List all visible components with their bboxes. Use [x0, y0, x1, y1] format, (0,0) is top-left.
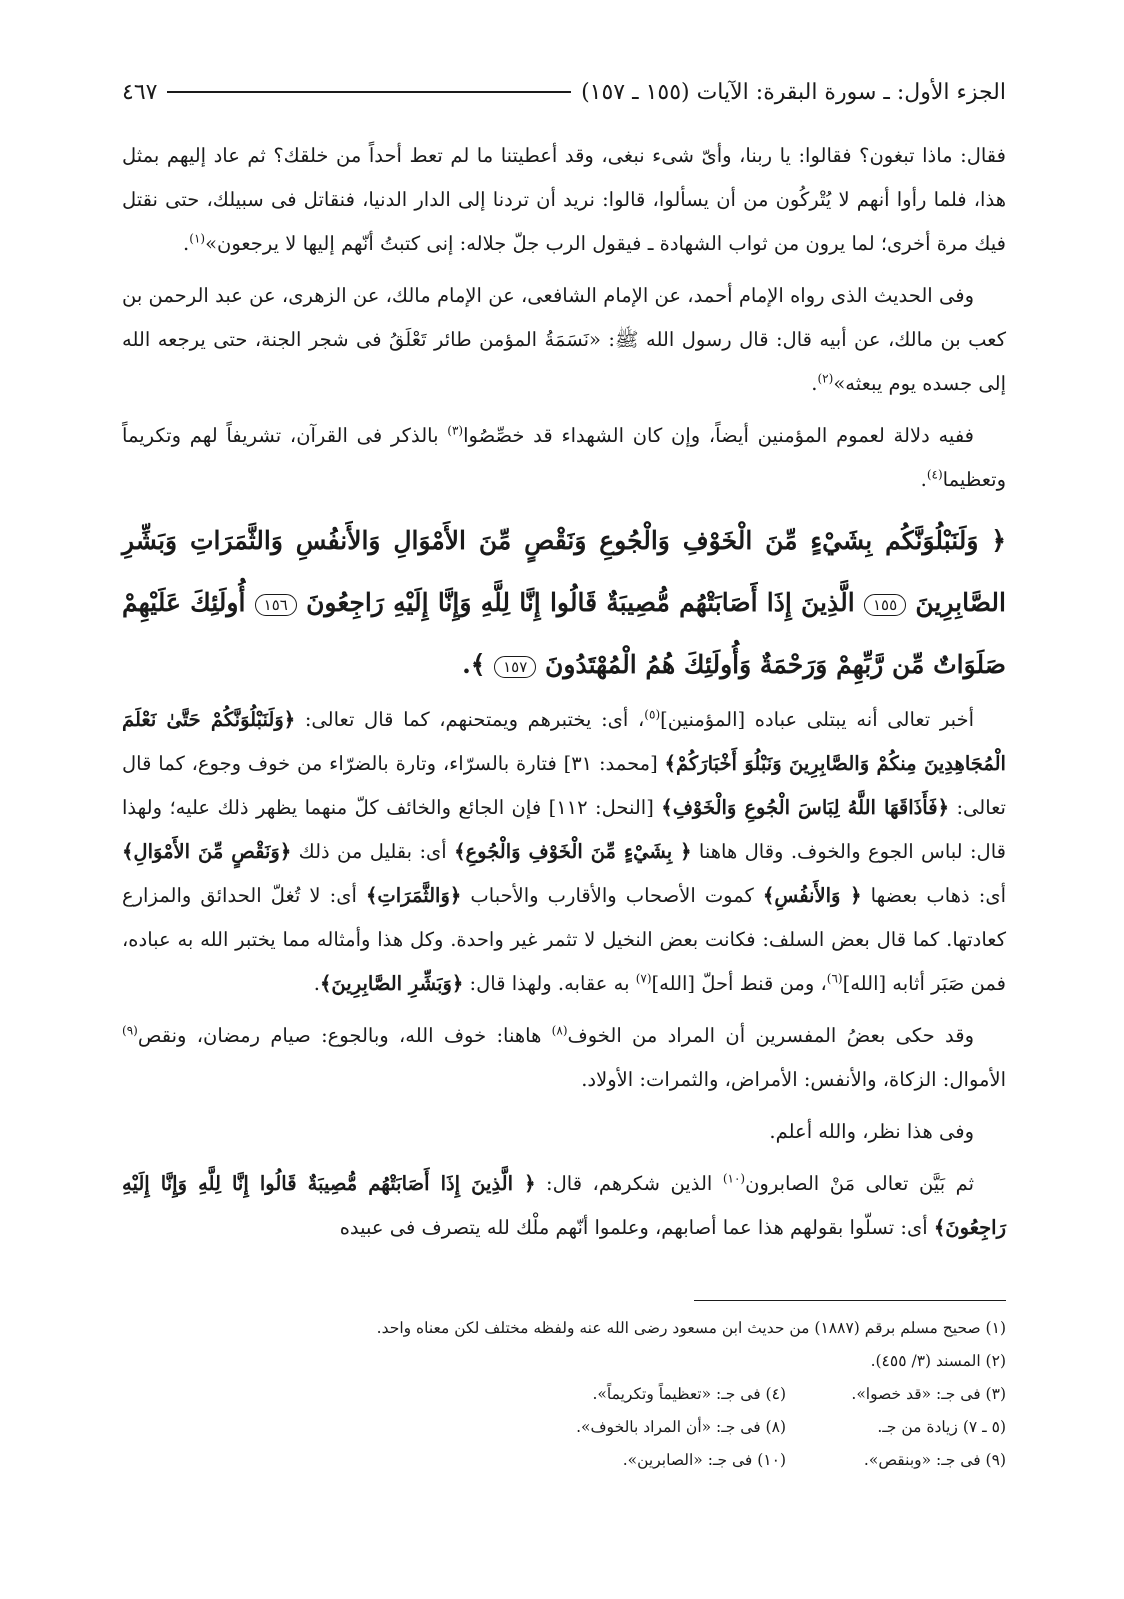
- verse-157-text: أُولَئِكَ عَلَيْهِمْ صَلَوَاتٌ مِّن رَّبِّهِمْ وَرَحْمَةٌ وَأُولَئِكَ هُمُ الْمُهْتَدُونَ: [122, 588, 1006, 679]
- paragraph-7: [122, 1162, 1006, 1250]
- paragraph-2: وفى الحديث الذى رواه الإمام أحمد، عن الإمام الشافعى، عن الإمام مالك، عن الزهرى، عن عبد الرحمن بن كعب بن مالك، عن أبيه قال: قال رسول الله ﷺ: «نَسَمَةُ المؤمن طائر تَعْلَقُ فى شجر الجنة، حتى يرجعه الله إلى جسده يوم يبعثه»$^{(٢)}$.: [122, 284, 1006, 395]
- footnote-ref-2: (٢): [817, 371, 834, 386]
- quran-quote-5: ﴿ وَالأَنفُسِ﴾: [762, 884, 862, 907]
- footnote-ref-7: (٧): [635, 971, 652, 986]
- quran-quote-8: ﴿ الَّذِينَ إِذَا أَصَابَتْهُم مُّصِيبَةٌ قَالُوا إِنَّا لِلَّهِ وَإِنَّا إِلَيْهِ رَاجِعُونَ﴾: [122, 1172, 1006, 1239]
- verse-number-156: ١٥٦: [255, 594, 297, 616]
- quran-quote-7: ﴿وَبَشِّرِ الصَّابِرِينَ﴾: [320, 972, 464, 995]
- footnotes: [122, 1312, 1006, 1477]
- paragraph-5-text-b: هاهنا: خوف الله، وبالجوع: صيام رمضان، ونقص: [137, 1024, 552, 1047]
- quran-verse-block: ﴿ وَلَنَبْلُوَنَّكُم بِشَيْءٍ مِّنَ الْخَوْفِ وَالْجُوعِ وَنَقْصٍ مِّنَ الأَمْوَالِ وَالأَنفُسِ وَالثَّمَرَاتِ وَبَشِّرِ الصَّابِرِينَ ١٥٥ الَّذِينَ إِذَا أَصَابَتْهُم مُّصِيبَةٌ قَالُوا إِنَّا لِلَّهِ وَإِنَّا إِلَيْهِ رَاجِعُونَ ١٥٦ أُولَئِكَ عَلَيْهِمْ صَلَوَاتٌ مِّن رَّبِّهِمْ وَرَحْمَةٌ وَأُولَئِكَ هُمُ الْمُهْتَدُونَ ١٥٧ ﴾.: [122, 526, 1006, 679]
- paragraph-7-text-a: ثم بَيَّن تعالى مَنْ الصابرون: [745, 1172, 975, 1195]
- footnote-ref-3: (٣): [447, 423, 464, 438]
- quran-quote-1: ﴿وَلَنَبْلُوَنَّكُمْ حَتَّىٰ نَعْلَمَ الْمُجَاهِدِينَ مِنكُمْ وَالصَّابِرِينَ وَنَبْلُوَ أَخْبَارَكُمْ﴾: [122, 708, 1006, 775]
- paragraph-3-text-b: بالذكر فى القرآن، تشريفاً لهم وتكريماً وتعظيما: [122, 424, 1006, 491]
- footnote-ref-9: (٩): [122, 1023, 138, 1038]
- paragraph-5-text-c: الأموال: الزكاة، والأنفس: الأمراض، والثمرات: الأولاد.: [581, 1068, 1006, 1091]
- footnote-5-7: (٥ ـ ٧) زيادة من جـ.: [877, 1418, 1006, 1436]
- footnote-row-9-10: [122, 1444, 1006, 1477]
- footnote-ref-5: (٥): [644, 707, 661, 722]
- paragraph-4-text-f: أى: ذهاب بعضها: [861, 884, 1006, 907]
- verse-number-157: ١٥٧: [494, 656, 536, 678]
- paragraph-4-text-i: ، ومن قنط أحلّ [الله]: [651, 972, 827, 995]
- footnote-4: (٤) فى جـ: «تعظيماً وتكريماً».: [592, 1385, 786, 1403]
- paragraph-3: ففيه دلالة لعموم المؤمنين أيضاً، وإن كان الشهداء قد خصِّصُوا$^{(٣)}$ بالذكر فى القرآن، تشريفاً لهم وتكريماً وتعظيما$^{(٤)}$.: [122, 423, 1006, 491]
- paragraph-1: فقال: ماذا تبغون؟ فقالوا: يا ربنا، وأىّ شىء نبغى، وقد أعطيتنا ما لم تعط أحداً من خلقك؟ ثم عاد إليهم بمثل هذا، فلما رأوا أنهم لا يُتْركُون من أن يسألوا، قالوا: نريد أن تردنا إلى الدار الدنيا، فنقاتل فى سبيلك، حتى نقتل فيك مرة أخرى؛ لما يرون من ثواب الشهادة ـ فيقول الرب جلّ جلاله: إنى كتبتُ أنّهم إليها لا يرجعون»$^{(١)}$.: [122, 144, 1006, 255]
- paragraph-5-text-a: وقد حكى بعضُ المفسرين أن المراد من الخوف: [567, 1024, 974, 1047]
- footnote-separator: [694, 1300, 1006, 1301]
- quran-quote-3: ﴿ بِشَيْءٍ مِّنَ الْخَوْفِ وَالْجُوعِ﴾: [454, 840, 692, 863]
- footnote-9: (٩) فى جـ: «وبنقص».: [863, 1451, 1006, 1469]
- paragraph-4-text-c: [محمد: ٣١] فتارة بالسرّاء، وتارة بالضرّاء من خوف وجوع، كما قال تعالى:: [122, 752, 1006, 819]
- header-title: الجزء الأول: ـ سورة البقرة: الآيات (١٥٥ ـ ١٥٧): [581, 79, 1006, 105]
- footnote-1: (١) صحيح مسلم برقم (١٨٨٧) من حديث ابن مسعود رضى الله عنه ولفظه مختلف لكن معناه واحد.: [376, 1319, 1006, 1337]
- paragraph-1-text: فقال: ماذا تبغون؟ فقالوا: يا ربنا، وأىّ شىء نبغى، وقد أعطيتنا ما لم تعط أحداً من خلقك؟ ثم عاد إليهم بمثل هذا، فلما رأوا أنهم لا يُتْركُون من أن يسألوا، قالوا: نريد أن تردنا إلى الدار الدنيا، فنقاتل فى سبيلك، حتى نقتل فيك مرة أخرى؛ لما يرون من ثواب الشهادة ـ فيقول الرب جلّ جلاله: إنى كتبتُ أنّهم إليها لا يرجعون»: [122, 144, 1006, 255]
- paragraph-5: [122, 1014, 1006, 1102]
- main-text: [122, 134, 1006, 1258]
- footnote-ref-1: (١): [189, 231, 206, 246]
- paragraph-4-text-a: أخبر تعالى أنه يبتلى عباده [المؤمنين]: [660, 708, 974, 731]
- paragraph-4-text-d: [النحل: ١١٢] فإن الجائع والخائف كلّ منهما يظهر ذلك عليه؛ ولهذا قال: لباس الجوع والخوف. وقال هاهنا: [122, 796, 1006, 863]
- footnote-ref-4: (٤): [926, 467, 943, 482]
- footnote-row-5-8: [122, 1411, 1006, 1444]
- paragraph-7-text-c: أى: تسلّوا بقولهم هذا عما أصابهم، وعلموا أنّهم ملْك لله يتصرف فى عبيده: [339, 1216, 934, 1239]
- paragraph-4: أخبر تعالى أنه يبتلى عباده [المؤمنين]$^{(٥)}$، أى: يختبرهم ويمتحنهم، كما قال تعالى: ﴿وَلَنَبْلُوَنَّكُمْ حَتَّىٰ نَعْلَمَ الْمُجَاهِدِينَ مِنكُمْ وَالصَّابِرِينَ وَنَبْلُوَ أَخْبَارَكُمْ﴾ [محمد: ٣١] فتارة بالسرّاء، وتارة بالضرّاء من خوف وجوع، كما قال تعالى: ﴿فَأَذَاقَهَا اللَّهُ لِبَاسَ الْجُوعِ وَالْخَوْفِ﴾ [النحل: ١١٢] فإن الجائع والخائف كلّ منهما يظهر ذلك عليه؛ ولهذا قال: لباس الجوع والخوف. وقال هاهنا ﴿ بِشَيْءٍ مِّنَ الْخَوْفِ وَالْجُوعِ﴾ أى: بقليل من ذلك ﴿وَنَقْصٍ مِّنَ الأَمْوَالِ﴾ أى: ذهاب بعضها ﴿ وَالأَنفُسِ﴾ كموت الأصحاب والأقارب والأحباب ﴿وَالثَّمَرَاتِ﴾ أى: لا تُغلّ الحدائق والمزارع كعادتها. كما قال بعض السلف: فكانت بعض النخيل لا تثمر غير واحدة. وكل هذا وأمثاله مما يختبر الله به عباده، فمن صَبَر أثابه [الله]$^{(٦)}$، ومن قنط أحلّ [الله]$^{(٧)}$ به عقابه. ولهذا قال: ﴿وَبَشِّرِ الصَّابِرِينَ﴾.: [122, 707, 1006, 995]
- paragraph-2-text: وفى الحديث الذى رواه الإمام أحمد، عن الإمام الشافعى، عن الإمام مالك، عن الزهرى، عن عبد الرحمن بن كعب بن مالك، عن أبيه قال: قال رسول الله ﷺ: «نَسَمَةُ المؤمن طائر تَعْلَقُ فى شجر الجنة، حتى يرجعه الله إلى جسده يوم يبعثه»: [122, 284, 1006, 395]
- footnote-10: (١٠) فى جـ: «الصابرين».: [622, 1451, 786, 1469]
- paragraph-6: وفى هذا نظر، والله أعلم.: [769, 1120, 974, 1143]
- verse-156-text: الَّذِينَ إِذَا أَصَابَتْهُم مُّصِيبَةٌ قَالُوا إِنَّا لِلَّهِ وَإِنَّا إِلَيْهِ رَاجِعُونَ: [306, 588, 855, 617]
- paragraph-4-text-g: كموت الأصحاب والأقارب والأحباب: [461, 884, 763, 907]
- paragraph-4-text-j: به عقابه. ولهذا قال:: [463, 972, 636, 995]
- footnote-row-3-4: [122, 1378, 1006, 1411]
- paragraph-4-text-h: أى: لا تُغلّ الحدائق والمزارع كعادتها. كما قال بعض السلف: فكانت بعض النخيل لا تثمر غير واحدة. وكل هذا وأمثاله مما يختبر الله به عباده، فمن صَبَر أثابه [الله]: [122, 884, 1006, 995]
- footnote-3: (٣) فى جـ: «قد خصوا».: [851, 1385, 1006, 1403]
- quran-quote-2: ﴿فَأَذَاقَهَا اللَّهُ لِبَاسَ الْجُوعِ وَالْخَوْفِ﴾: [661, 796, 949, 819]
- paragraph-4-text-b: ، أى: يختبرهم ويمتحنهم، كما قال تعالى:: [295, 708, 645, 731]
- header-rule: [167, 91, 571, 93]
- quran-quote-6: ﴿وَالثَّمَرَاتِ﴾: [365, 884, 462, 907]
- footnote-2: (٢) المسند (٣/ ٤٥٥).: [870, 1352, 1006, 1370]
- quran-quote-4: ﴿وَنَقْصٍ مِّنَ الأَمْوَالِ﴾: [122, 840, 292, 863]
- footnote-8: (٨) فى جـ: «أن المراد بالخوف».: [576, 1418, 786, 1436]
- paragraph-7-text-b: الذين شكرهم، قال:: [535, 1172, 723, 1195]
- paragraph-4-text-e: أى: بقليل من ذلك: [291, 840, 455, 863]
- verse-155-text: ﴿ وَلَنَبْلُوَنَّكُم بِشَيْءٍ مِّنَ الْخَوْفِ وَالْجُوعِ وَنَقْصٍ مِّنَ الأَمْوَالِ وَالأَنفُسِ وَالثَّمَرَاتِ وَبَشِّرِ الصَّابِرِينَ: [122, 526, 1006, 617]
- verse-number-155: ١٥٥: [864, 594, 906, 616]
- footnote-ref-8: (٨): [551, 1023, 568, 1038]
- page-number: ٤٦٧: [122, 79, 158, 105]
- running-header: [122, 72, 1006, 112]
- footnote-ref-10: (١٠): [722, 1171, 746, 1186]
- paragraph-3-text-a: ففيه دلالة لعموم المؤمنين أيضاً، وإن كان الشهداء قد خصِّصُوا: [463, 424, 974, 447]
- footnote-ref-6: (٦): [826, 971, 843, 986]
